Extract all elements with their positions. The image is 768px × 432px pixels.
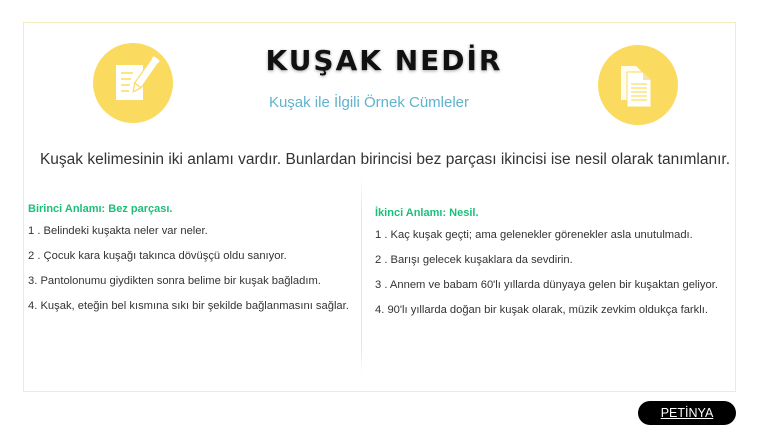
example-sentence: 1 . Kaç kuşak geçti; ama gelenekler görenekler asla unutulmadı.: [375, 229, 693, 241]
page-subtitle: Kuşak ile İlgili Örnek Cümleler: [268, 94, 470, 111]
petinya-button[interactable]: PETİNYA: [638, 401, 736, 425]
example-sentence: 4. Kuşak, eteğin bel kısmına sıkı bir şekilde bağlanmasını sağlar.: [28, 300, 349, 312]
example-sentence: 1 . Belindeki kuşakta neler var neler.: [28, 225, 208, 237]
first-meaning-heading: Birinci Anlamı: Bez parçası.: [28, 203, 173, 215]
first-meaning-column: [28, 203, 349, 324]
example-sentence: 2 . Barışı gelecek kuşaklara da sevdirin.: [375, 254, 573, 266]
example-sentence: 4. 90'lı yıllarda doğan bir kuşak olarak, müzik zevkim oldukça farklı.: [375, 304, 708, 316]
column-divider: [361, 178, 362, 376]
second-meaning-column: [375, 207, 718, 328]
example-sentence: 2 . Çocuk kara kuşağı takınca dövüşçü oldu sanıyor.: [28, 250, 287, 262]
example-sentence: 3. Pantolonumu giydikten sonra belime bir kuşak bağladım.: [28, 275, 321, 287]
page-title: KUŞAK NEDİR: [265, 44, 503, 77]
example-sentence: 3 . Annem ve babam 60'lı yıllarda dünyaya gelen bir kuşaktan geliyor.: [375, 279, 718, 291]
intro-paragraph: Kuşak kelimesinin iki anlamı vardır. Bunlardan birincisi bez parçası ikincisi ise nesil olarak tanımlanır.: [39, 151, 731, 168]
second-meaning-heading: İkinci Anlamı: Nesil.: [375, 207, 479, 219]
